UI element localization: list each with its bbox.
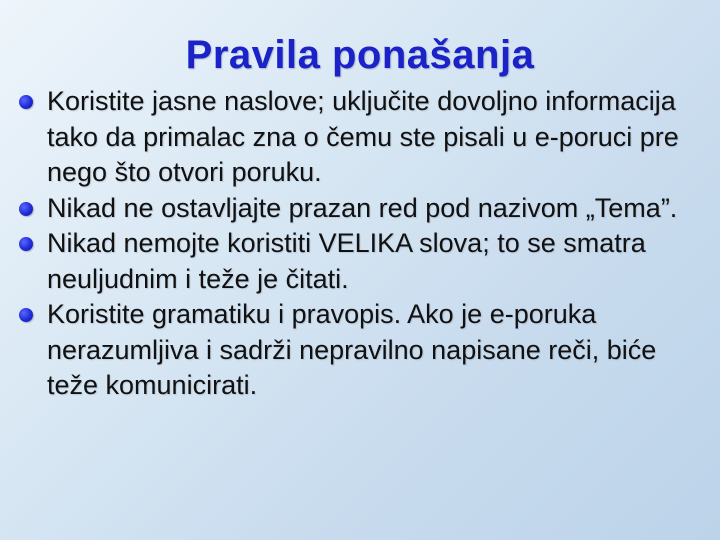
slide-title: Pravila ponašanja (185, 33, 535, 77)
bullet-text: Koristite jasne naslove; uključite dovoljno informacija tako da primalac zna o čemu ste pisali u e-poruci pre nego što otvori poruku. (47, 86, 679, 187)
bullet-dot-icon (19, 95, 33, 109)
bullet-item (16, 84, 706, 191)
bullet-text: Koristite gramatiku i pravopis. Ako je e-poruka nerazumljiva i sadrži nepravilno napisane reči, biće teže komunicirati. (47, 299, 657, 400)
bullet-dot-icon (19, 202, 33, 216)
bullet-item (16, 226, 706, 297)
bullet-text: Nikad nemojte koristiti VELIKA slova; to se smatra neuljudnim i teže je čitati. (47, 228, 646, 294)
bullet-dot-icon (19, 308, 33, 322)
bullet-item (16, 191, 706, 227)
bullet-text: Nikad ne ostavljajte prazan red pod nazivom „Tema”. (47, 192, 678, 223)
bullet-dot-icon (19, 237, 33, 251)
bullet-list (16, 84, 706, 404)
bullet-item (16, 297, 706, 404)
